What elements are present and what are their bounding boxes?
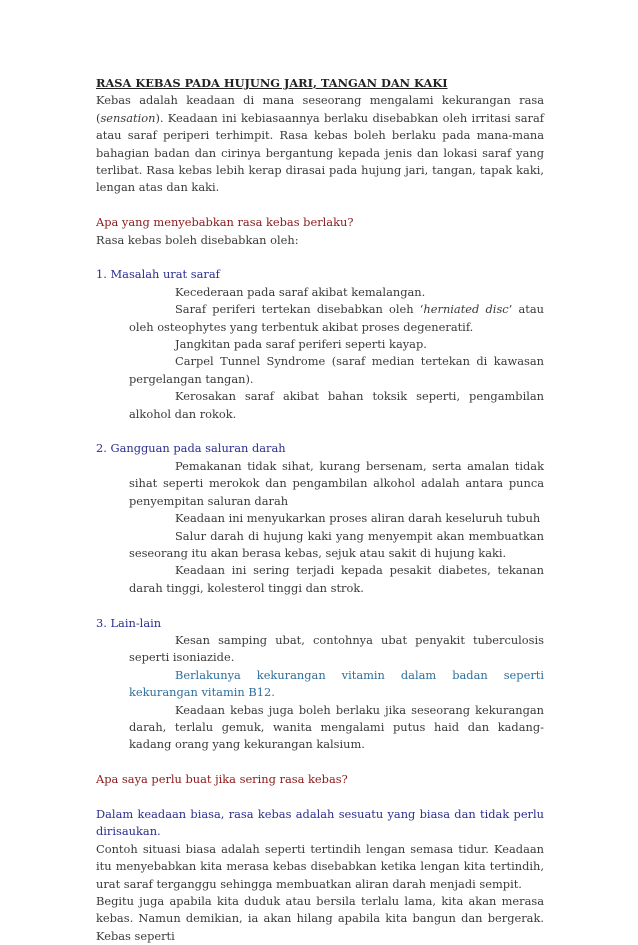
document-body	[96, 75, 544, 945]
causes-intro: Rasa kebas boleh disebabkan oleh:	[96, 232, 299, 247]
normal-note: Dalam keadaan biasa, rasa kebas adalah sesuatu yang biasa dan tidak perlu dirisaukan.	[96, 806, 544, 839]
list-item: Berlakunya kekurangan vitamin dalam badan seperti kekurangan vitamin B12.	[129, 667, 544, 700]
document-title: RASA KEBAS PADA HUJUNG JARI, TANGAN DAN KAKI	[96, 76, 448, 90]
paragraph: Begitu juga apabila kita duduk atau bersila terlalu lama, kita akan merasa kebas. Namun demikian, ia akan hilang apabila kita bangun dan bergerak. Kebas seperti	[96, 894, 544, 943]
list-item: Keadaan ini menyukarkan proses aliran darah keseluruh tubuh	[175, 511, 541, 526]
list-item: Jangkitan pada saraf periferi seperti kayap.	[175, 337, 427, 352]
intro-paragraph: Kebas adalah keadaan di mana seseorang mengalami kekurangan rasa (sensation). Keadaan ini kebiasaannya berlaku disebabkan oleh irritasi saraf atau saraf periperi terhimpit. Rasa kebas boleh berlaku pada mana-mana bahagian badan dan cirinya bergantung kepada jenis dan lokasi saraf yang terlibat. Rasa kebas lebih kerap dirasai pada hujung jari, tangan, tapak kaki, lengan atas dan kaki.	[96, 93, 544, 195]
list-item: Kesan samping ubat, contohnya ubat penyakit tuberculosis seperti isoniazide.	[129, 632, 544, 665]
list-item: Salur darah di hujung kaki yang menyempit akan membuatkan seseorang itu akan berasa kebas, sejuk atau sakit di hujung kaki.	[129, 528, 544, 560]
sensation-term: sensation	[100, 110, 156, 125]
list-item: Kerosakan saraf akibat bahan toksik seperti, pengambilan alkohol dan rokok.	[129, 389, 544, 421]
question-causes: Apa yang menyebabkan rasa kebas berlaku?	[96, 215, 354, 230]
paragraph: Contoh situasi biasa adalah seperti tertindih lengan semasa tidur. Keadaan itu menyebabkan kita merasa kebas disebabkan ketika lengan kita tertindih, urat saraf terganggu sehingga membuatkan aliran darah menjadi sempit.	[96, 841, 544, 891]
list-item: Keadaan ini sering terjadi kepada pesakit diabetes, tekanan darah tinggi, kolesterol tinggi dan strok.	[129, 563, 544, 595]
list-item: Kecederaan pada saraf akibat kemalangan.	[175, 284, 426, 299]
list-item: Pemakanan tidak sihat, kurang bersenam, serta amalan tidak sihat seperti merokok dan pengambilan alkohol adalah antara punca penyempitan saluran darah	[129, 458, 544, 508]
list-item: Keadaan kebas juga boleh berlaku jika seseorang kekurangan darah, terlalu gemuk, wanita mengalami putus haid dan kadang-kadang orang yang kekurangan kalsium.	[129, 702, 544, 752]
section-heading-nerve: 1. Masalah urat saraf	[96, 267, 220, 282]
question-what-to-do: Apa saya perlu buat jika sering rasa kebas?	[96, 772, 348, 787]
section-heading-other: 3. Lain-lain	[96, 615, 162, 630]
list-item: Saraf periferi tertekan disebabkan oleh ‘herniated disc’ atau oleh osteophytes yang terbentuk akibat proses degeneratif.	[129, 302, 544, 334]
section-heading-blood: 2. Gangguan pada saluran darah	[96, 441, 286, 456]
list-item: Carpel Tunnel Syndrome (saraf median tertekan di kawasan pergelangan tangan).	[129, 354, 544, 386]
